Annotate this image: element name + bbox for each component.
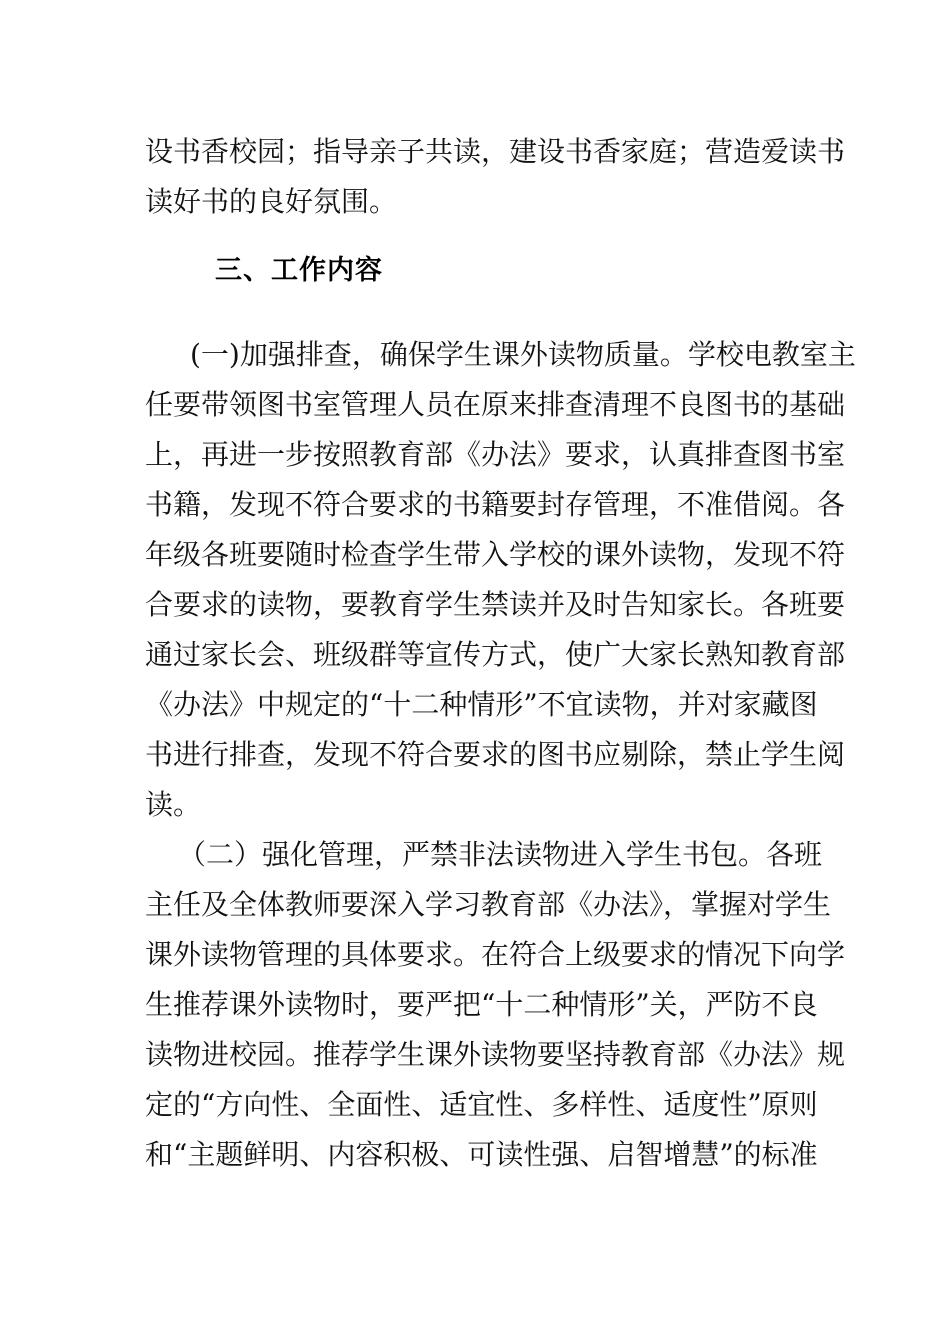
para1-line-8: 《办法》中规定的“十二种情形”不宜读物，并对家藏图 (145, 688, 818, 721)
intro-line-1: 设书香校园；指导亲子共读，建设书香家庭；营造爱读书 (145, 135, 846, 168)
para2-line-7: 和“主题鲜明、内容积极、可读性强、启智增慧”的标准 (145, 1138, 818, 1171)
para1-line-6: 合要求的读物，要教育学生禁读并及时告知家长。各班要 (145, 588, 846, 621)
para1-line-7: 通过家长会、班级群等宣传方式，使广大家长熟知教育部 (145, 638, 846, 671)
para1-line-1: (一)加强排查，确保学生课外读物质量。学校电教室主 (190, 338, 856, 371)
para1-line-5: 年级各班要随时检查学生带入学校的课外读物，发现不符 (145, 538, 846, 571)
section-heading: 三、工作内容 (215, 255, 383, 286)
para1-line-4: 书籍，发现不符合要求的书籍要封存管理，不准借阅。各 (145, 488, 846, 521)
para2-line-2: 主任及全体教师要深入学习教育部《办法》，掌握对学生 (145, 888, 832, 921)
para1-line-3: 上，再进一步按照教育部《办法》要求，认真排查图书室 (145, 438, 846, 471)
intro-line-2: 读好书的良好氛围。 (145, 185, 398, 218)
para1-line-9: 书进行排查，发现不符合要求的图书应剔除，禁止学生阅 (145, 738, 846, 771)
para2-line-4: 生推荐课外读物时，要严把“十二种情形”关，严防不良 (145, 988, 818, 1021)
para2-line-3: 课外读物管理的具体要求。在符合上级要求的情况下向学 (145, 938, 846, 971)
para2-line-6: 定的“方向性、全面性、适宜性、多样性、适度性”原则 (145, 1088, 818, 1121)
para1-line-10: 读。 (145, 788, 202, 821)
para2-line-5: 读物进校园。推荐学生课外读物要坚持教育部《办法》规 (145, 1038, 846, 1071)
para1-line-2: 任要带领图书室管理人员在原来排查清理不良图书的基础 (145, 388, 846, 421)
para2-line-1: （二）强化管理，严禁非法读物进入学生书包。各班 (178, 838, 823, 871)
